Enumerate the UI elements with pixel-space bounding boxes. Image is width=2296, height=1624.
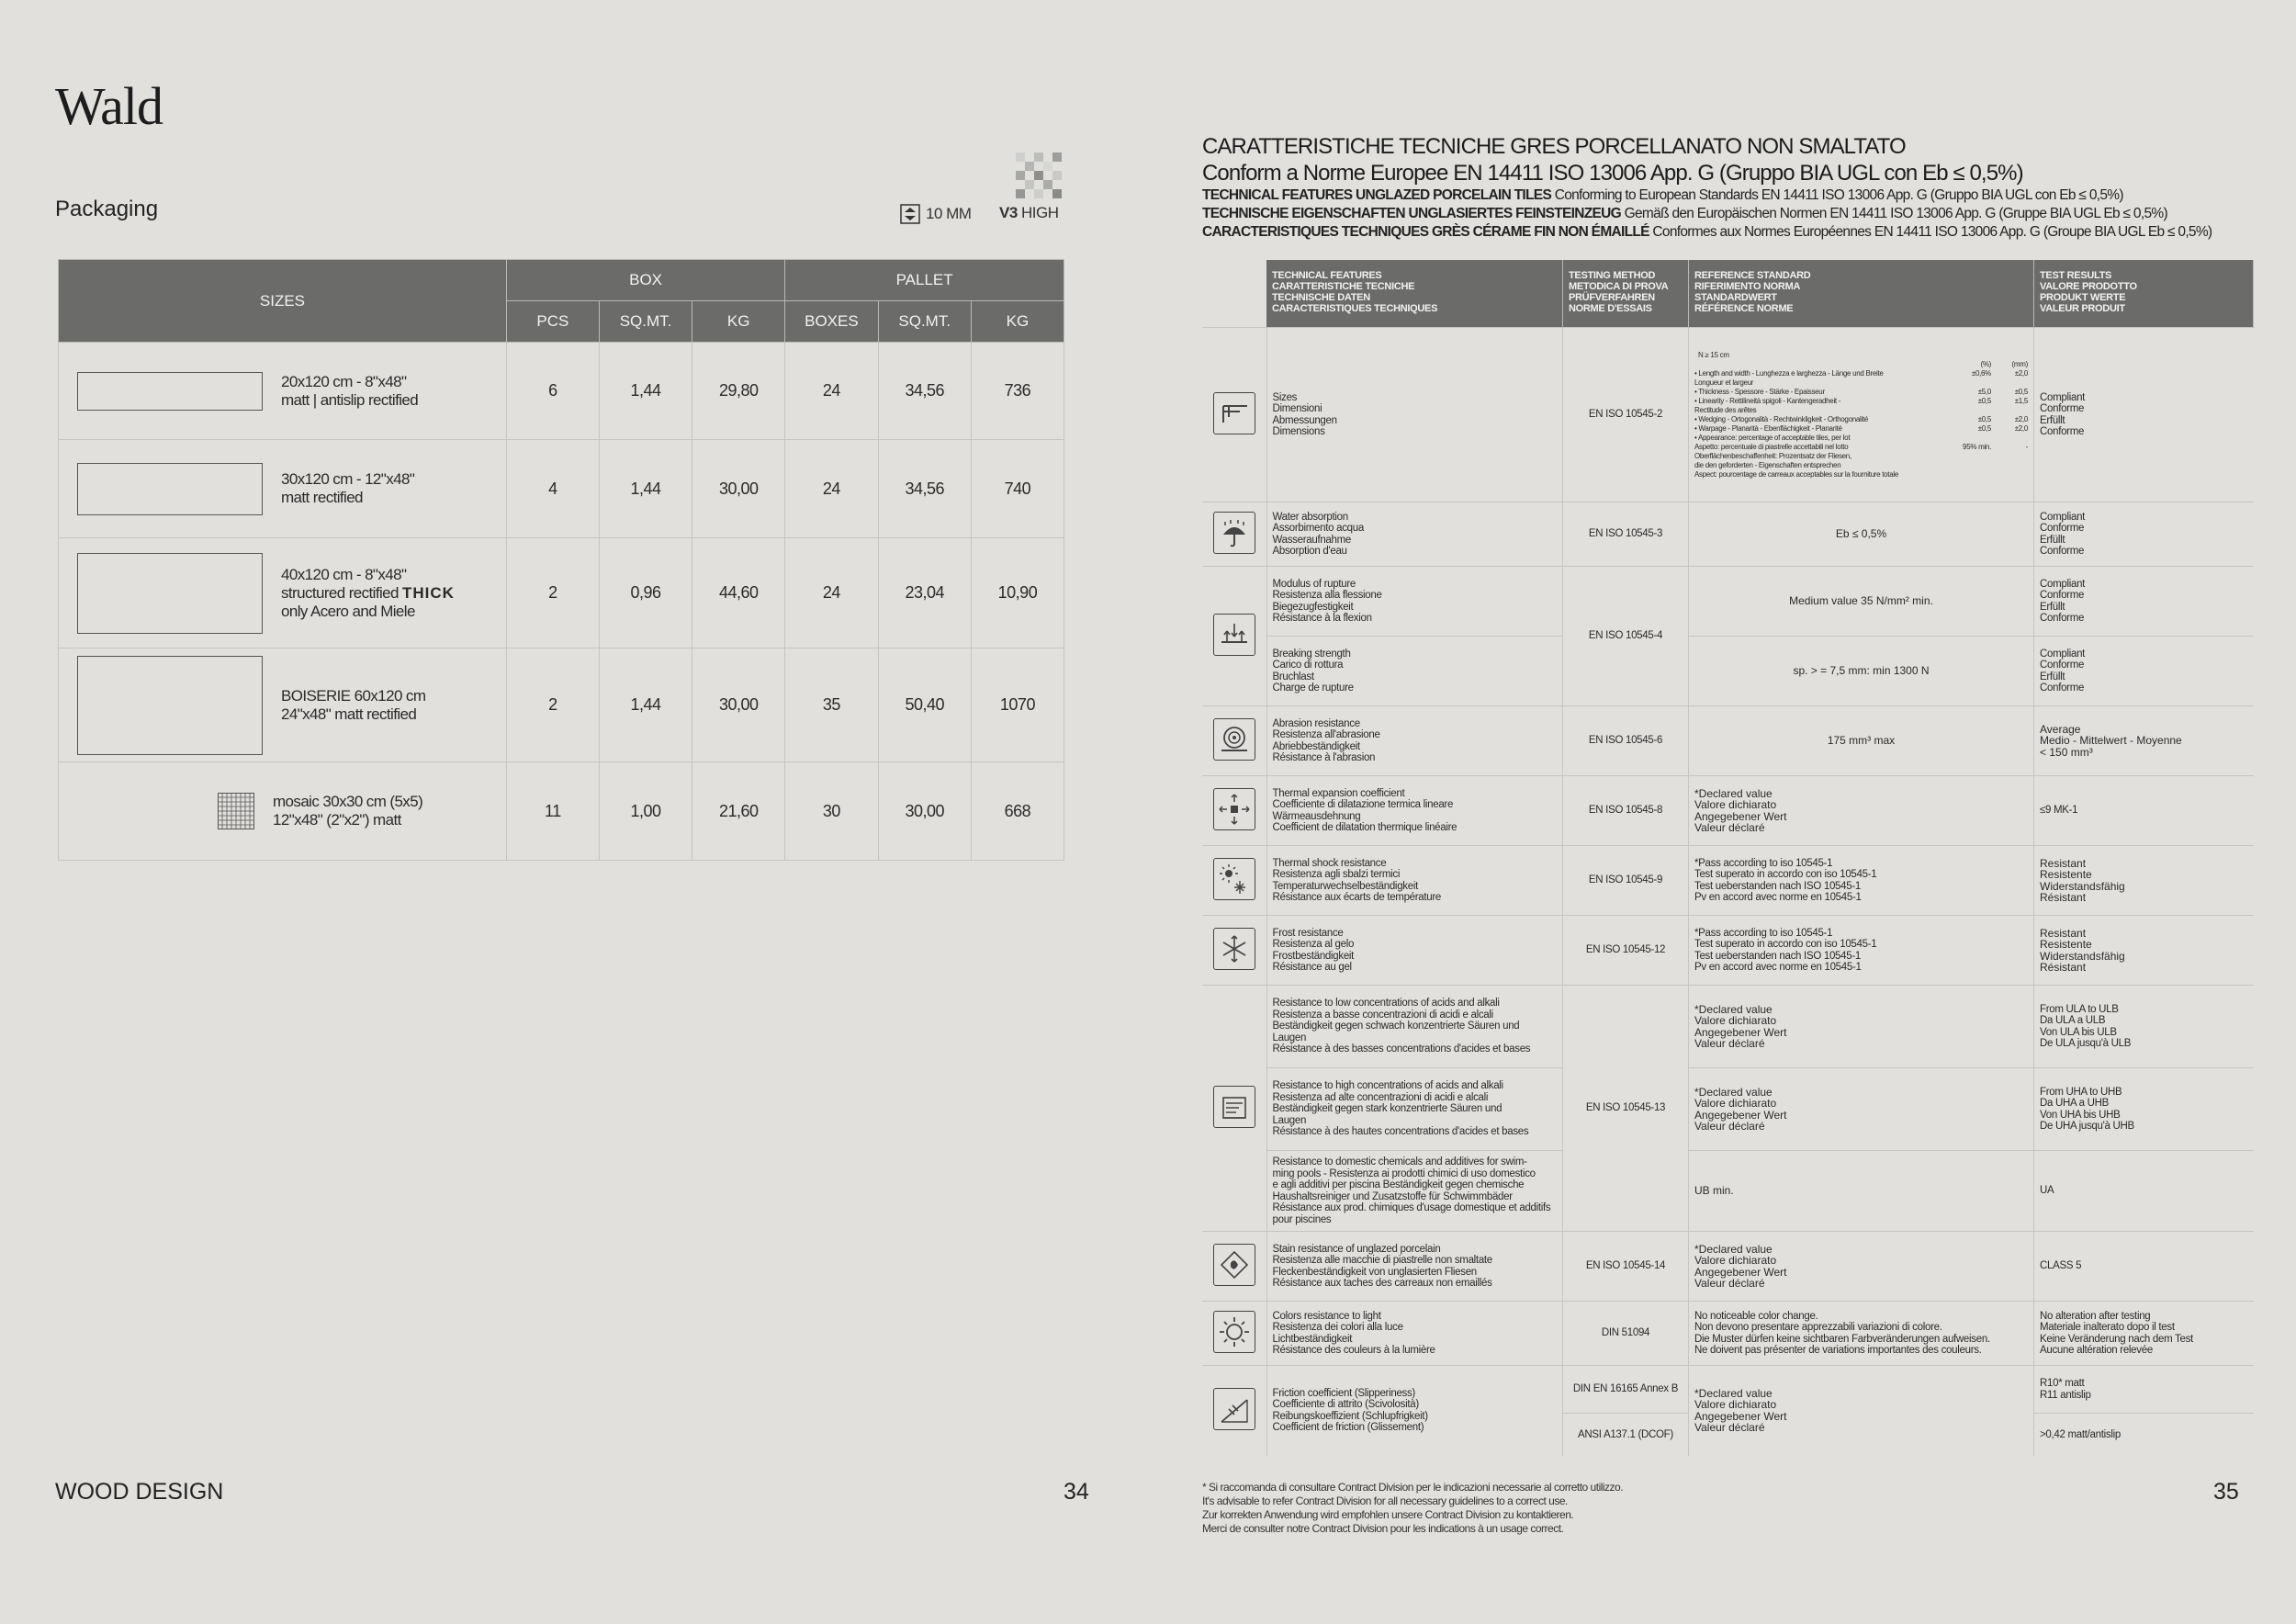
box-kg-cell: 30,00: [692, 648, 785, 762]
header-box-sqmt: SQ.MT.: [599, 301, 692, 343]
shade-variation: [999, 204, 1059, 222]
tile-size-swatch: [77, 656, 263, 755]
size-name: 30x120 cm - 12"x48": [281, 470, 415, 488]
header-box-kg: KG: [692, 301, 785, 343]
shade-variation-icon: [1016, 152, 1062, 198]
box-kg-cell: 21,60: [692, 762, 785, 861]
boxes-cell: 35: [785, 648, 878, 762]
box-sqmt-cell: 1,44: [599, 648, 692, 762]
pallet-sqmt-cell: 34,56: [878, 343, 971, 440]
tile-size-swatch: [77, 553, 263, 634]
feature-cell: Abrasion resistance Resistenza all'abrasione Abriebbeständigkeit Résistance à l'abrasion: [1266, 706, 1563, 776]
thermal-shock-icon: [1213, 858, 1255, 900]
pcs-cell: 6: [506, 343, 599, 440]
result-cell: >0,42 matt/antislip: [2034, 1414, 2254, 1456]
result-cell: Average Medio - Mittelwert - Moyenne < 150 mm³: [2034, 706, 2254, 776]
table-row: [1202, 706, 2254, 776]
method-cell: EN ISO 10545-3: [1563, 502, 1689, 567]
feature-cell: Resistance to high concentrations of acids and alkali Resistenza ad alte concentrazioni di acidi e alcali Beständigkeit gegen stark konzentrierte Säuren und Laugen Résistance à des hautes concentrations d'acides et bases: [1266, 1068, 1563, 1151]
size-finish: matt rectified: [281, 489, 363, 506]
result-cell: Compliant Conforme Erfüllt Conforme: [2034, 637, 2254, 706]
method-cell: EN ISO 10545-6: [1563, 706, 1689, 776]
result-cell: Resistant Resistente Widerstandsfähig Résistant: [2034, 846, 2254, 916]
table-row: [1202, 637, 2254, 706]
feature-cell: Modulus of rupture Resistenza alla flessione Biegezugfestigkeit Résistance à la flexion: [1266, 567, 1563, 637]
size-name: mosaic 30x30 cm (5x5): [273, 793, 423, 810]
pcs-cell: 11: [506, 762, 599, 861]
feature-cell: Resistance to domestic chemicals and additives for swim- ming pools - Resistenza ai prodotti chimici di uso domestico e agli additivi per piscina Beständigkeit gegen chemische Haushaltsreiniger und Zusatzstoffe für Schwimmbäder Résistance aux prod. chimiques d'usage domestique et additifs pour piscines: [1266, 1151, 1563, 1232]
size-finish: matt | antislip rectified: [281, 390, 419, 409]
reference-cell: No noticeable color change. Non devono presentare apprezzabili variazioni di colore. Die Muster dürfen keine sichtbaren Farbveränderungen aufweisen. Ne doivent pas présenter de variations importantes des couleurs.: [1689, 1302, 2034, 1366]
flexion-icon: [1213, 614, 1255, 656]
section-title: Packaging: [55, 197, 159, 221]
tile-size-swatch: [77, 372, 263, 411]
feature-cell: Resistance to low concentrations of acids and alkali Resistenza a basse concentrazioni di acidi e alcali Beständigkeit gegen schwach konzentrierte Säuren und Laugen Résistance à des basses concentrations d'acides et bases: [1266, 986, 1563, 1068]
thickness-icon: [900, 204, 920, 224]
heading-german: TECHNISCHE EIGENSCHAFTEN UNGLASIERTES FEINSTEINZEUG Gemäß den Europäischen Normen EN 14411 ISO 13006 App. G (Gruppe BIA UGL Eb ≤ 0,5%): [1202, 206, 2167, 221]
boxes-cell: 30: [785, 762, 878, 861]
header-pcs: PCS: [506, 301, 599, 343]
variation-code: V3: [999, 204, 1018, 221]
pallet-sqmt-cell: 23,04: [878, 538, 971, 648]
caliper-icon: [1213, 392, 1255, 434]
header-pallet-kg: KG: [971, 301, 1064, 343]
header-features: TECHNICAL FEATURES CARATTERISTICHE TECNICHE TECHNISCHE DATEN CARACTERISTIQUES TECHNIQUES: [1266, 260, 1563, 328]
feature-cell: Colors resistance to light Resistenza dei colori alla luce Lichtbeständigkeit Résistance des couleurs à la lumière: [1266, 1302, 1563, 1366]
result-cell: No alteration after testing Materiale inalterato dopo il test Keine Veränderung nach dem Test Aucune altération relevée: [2034, 1302, 2254, 1366]
header-results: TEST RESULTS VALORE PRODOTTO PRODUKT WERTE VALEUR PRODUIT: [2034, 260, 2254, 328]
table-row: [1202, 567, 2254, 637]
box-sqmt-cell: 1,44: [599, 440, 692, 538]
reference-cell: Eb ≤ 0,5%: [1689, 502, 2034, 567]
table-row: [59, 538, 1064, 648]
reference-cell: *Pass according to iso 10545-1 Test superato in accordo con iso 10545-1 Test ueberstanden nach ISO 10545-1 Pv en accord avec norme en 10545-1: [1689, 916, 2034, 986]
abrasion-icon: [1213, 718, 1255, 761]
size-finish: 24"x48" matt rectified: [281, 705, 417, 723]
result-cell: CLASS 5: [2034, 1232, 2254, 1302]
reference-cell: *Pass according to iso 10545-1 Test superato in accordo con iso 10545-1 Test ueberstanden nach ISO 10545-1 Pv en accord avec norme en 10545-1: [1689, 846, 2034, 916]
heading-conformity: Conform a Norme Europee EN 14411 ISO 13006 App. G (Gruppo BIA UGL con Eb ≤ 0,5%): [1202, 161, 2023, 186]
boxes-cell: 24: [785, 343, 878, 440]
reference-cell: *Declared value Valore dichiarato Angegebener Wert Valeur déclaré: [1689, 776, 2034, 846]
page-number-right: 35: [2213, 1479, 2239, 1505]
result-cell: ≤9 MK-1: [2034, 776, 2254, 846]
water-absorption-icon: [1213, 512, 1255, 554]
reference-cell: Medium value 35 N/mm² min.: [1689, 567, 2034, 637]
table-row: [1202, 1068, 2254, 1151]
header-sizes: SIZES: [59, 260, 507, 343]
chemical-resistance-icon: [1213, 1086, 1255, 1128]
table-row: [1202, 1151, 2254, 1232]
heading-french: CARACTERISTIQUES TECHNIQUES GRÈS CÉRAME FIN NON ÉMAILLÉ Conformes aux Normes Européennes EN 14411 ISO 13006 App. G (Groupe BIA UGL Eb ≤ 0,5%): [1202, 224, 2212, 240]
size-cell: [59, 648, 507, 762]
method-cell: DIN EN 16165 Annex B: [1563, 1366, 1689, 1414]
feature-cell: Water absorption Assorbimento acqua Wasseraufnahme Absorption d'eau: [1266, 502, 1563, 567]
reference-cell: sp. > = 7,5 mm: min 1300 N: [1689, 637, 2034, 706]
collection-title: Wald: [55, 76, 163, 136]
pallet-kg-cell: 668: [971, 762, 1064, 861]
method-cell: ANSI A137.1 (DCOF): [1563, 1414, 1689, 1456]
method-cell: EN ISO 10545-12: [1563, 916, 1689, 986]
feature-cell: Stain resistance of unglazed porcelain Resistenza alle macchie di piastrelle non smaltate Fleckenbeständigkeit von unglasierten Fliesen Résistance aux taches des carreaux non emaillés: [1266, 1232, 1563, 1302]
pallet-sqmt-cell: 30,00: [878, 762, 971, 861]
heading-italian: CARATTERISTICHE TECNICHE GRES PORCELLANATO NON SMALTATO: [1202, 134, 1906, 159]
feature-cell: Thermal expansion coefficient Coefficiente di dilatazione termica lineare Wärmeausdehnung Coefficient de dilatation thermique linéaire: [1266, 776, 1563, 846]
size-cell: [59, 440, 507, 538]
size-note: only Acero and Miele: [281, 602, 415, 620]
method-cell: EN ISO 10545-8: [1563, 776, 1689, 846]
pallet-sqmt-cell: 50,40: [878, 648, 971, 762]
size-finish: structured rectified: [281, 583, 399, 602]
table-row: [1202, 846, 2254, 916]
page-number: 34: [1064, 1479, 1089, 1505]
size-finish: 12"x48" (2"x2") matt: [273, 811, 401, 829]
result-cell: Resistant Resistente Widerstandsfähig Résistant: [2034, 916, 2254, 986]
thermal-expansion-icon: [1213, 788, 1255, 830]
table-row: [1202, 502, 2254, 567]
result-cell: Compliant Conforme Erfüllt Conforme: [2034, 328, 2254, 502]
method-cell: DIN 51094: [1563, 1302, 1689, 1366]
feature-cell: Frost resistance Resistenza al gelo Frostbeständigkeit Résistance au gel: [1266, 916, 1563, 986]
box-sqmt-cell: 0,96: [599, 538, 692, 648]
table-row: [59, 762, 1064, 861]
pcs-cell: 4: [506, 440, 599, 538]
header-box: BOX: [506, 260, 784, 301]
boxes-cell: 24: [785, 440, 878, 538]
thickness-indicator: [900, 204, 971, 224]
table-row: [59, 343, 1064, 440]
table-row: [59, 440, 1064, 538]
size-name: BOISERIE 60x120 cm: [281, 686, 426, 705]
sun-light-icon: [1213, 1311, 1255, 1353]
header-pallet: PALLET: [785, 260, 1064, 301]
technical-heading: [1202, 133, 2286, 242]
packaging-table: [58, 259, 1064, 861]
size-cell: [59, 343, 507, 440]
size-cell: [59, 762, 507, 861]
table-row: [1202, 986, 2254, 1068]
box-kg-cell: 29,80: [692, 343, 785, 440]
box-kg-cell: 44,60: [692, 538, 785, 648]
method-cell: EN ISO 10545-2: [1563, 328, 1689, 502]
result-cell: Compliant Conforme Erfüllt Conforme: [2034, 502, 2254, 567]
table-row: [1202, 328, 2254, 502]
frost-snowflake-icon: [1213, 928, 1255, 970]
table-row: [1202, 1302, 2254, 1366]
tolerance-cell: N ≥ 15 cm (%) (mm) • Length and width - Lunghezza e larghezza - Länge und Breite ±0,6% ±2,0 Longueur et largeur • Thickness - Spessore - Stärke - Epaisseur ±5,0 ±0,5 • Linearity - Rettilineità spigoli - Kantengeradheit - ±0,5 ±1,5 Rectitude des arêtes • Wedging - Ortogonalità - Rechtwinkligkeit - Orthogonalité ±0,5 ±2,0 • Warpage - Planarità - Ebenflächigkeit - Planarité ±0,5 ±2,0 • Appearance: percentage of acceptable tiles, per lot Aspetto: percentuale di piastrelle accettabili nel lotto 95% min. - Oberflächenbeschaffenheit: Prozentsatz der Fliesen, die den geforderten - Eigenschaften entsprechen Aspect: pourcentage de carreaux acceptables sur la fourniture totale: [1689, 328, 2034, 502]
feature-cell: Sizes Dimensioni Abmessungen Dimensions: [1266, 328, 1563, 502]
slip-resistance-icon: [1213, 1388, 1255, 1430]
feature-cell: Breaking strength Carico di rottura Bruchlast Charge de rupture: [1266, 637, 1563, 706]
feature-cell: Friction coefficient (Slipperiness) Coefficiente di attrito (Scivolosità) Reibungskoeffizient (Schlupfrigkeit) Coefficient de friction (Glissement): [1266, 1366, 1563, 1456]
tile-size-swatch: [77, 463, 263, 515]
method-cell: EN ISO 10545-4: [1563, 567, 1689, 706]
pallet-kg-cell: 1070: [971, 648, 1064, 762]
method-cell: EN ISO 10545-14: [1563, 1232, 1689, 1302]
size-cell: [59, 538, 507, 648]
size-name: 40x120 cm - 8"x48": [281, 565, 407, 583]
table-row: [1202, 916, 2254, 986]
box-sqmt-cell: 1,00: [599, 762, 692, 861]
result-cell: R10* matt R11 antislip: [2034, 1366, 2254, 1414]
pallet-kg-cell: 740: [971, 440, 1064, 538]
footer-brand: WOOD DESIGN: [55, 1479, 224, 1505]
footnote: * Si raccomanda di consultare Contract Division per le indicazioni necessarie al corretto utilizzo. It's advisable to refer Contract Division for all necessary guidelines to a correct use. Zur korrekten Anwendung wird empfohlen unsere Contract Division zu kontaktieren. Merci de consulter notre Contract Division pour les indications à un usage correct.: [1202, 1481, 1624, 1535]
header-reference: REFERENCE STANDARD RIFERIMENTO NORMA STANDARDWERT RÉFÉRENCE NORME: [1689, 260, 2034, 328]
result-cell: UA: [2034, 1151, 2254, 1232]
pallet-sqmt-cell: 34,56: [878, 440, 971, 538]
thick-logo: THICK: [401, 583, 455, 602]
variation-label: HIGH: [1021, 204, 1059, 221]
header-pallet-sqmt: SQ.MT.: [878, 301, 971, 343]
reference-cell: *Declared value Valore dichiarato Angegebener Wert Valeur déclaré: [1689, 1232, 2034, 1302]
table-row: [59, 648, 1064, 762]
technical-features-table: [1202, 260, 2254, 1456]
box-kg-cell: 30,00: [692, 440, 785, 538]
method-cell: EN ISO 10545-13: [1563, 986, 1689, 1232]
reference-cell: *Declared value Valore dichiarato Angegebener Wert Valeur déclaré: [1689, 1366, 2034, 1456]
mosaic-grid-icon: [218, 793, 254, 829]
table-row: [1202, 776, 2254, 846]
header-boxes: BOXES: [785, 301, 878, 343]
pcs-cell: 2: [506, 648, 599, 762]
result-cell: Compliant Conforme Erfüllt Conforme: [2034, 567, 2254, 637]
pallet-kg-cell: 10,90: [971, 538, 1064, 648]
box-sqmt-cell: 1,44: [599, 343, 692, 440]
result-cell: From ULA to ULB Da ULA a ULB Von ULA bis ULB De ULA jusqu'à ULB: [2034, 986, 2254, 1068]
thickness-value: 10 MM: [926, 205, 972, 222]
table-row: [1202, 1232, 2254, 1302]
heading-english: TECHNICAL FEATURES UNGLAZED PORCELAIN TILES Conforming to European Standards EN 14411 ISO 13006 App. G (Gruppo BIA UGL con Eb ≤ 0,5%): [1202, 187, 2123, 203]
pallet-kg-cell: 736: [971, 343, 1064, 440]
table-row: [1202, 1366, 2254, 1414]
reference-cell: 175 mm³ max: [1689, 706, 2034, 776]
pcs-cell: 2: [506, 538, 599, 648]
size-name: 20x120 cm - 8"x48": [281, 372, 407, 390]
stain-resistance-icon: [1213, 1244, 1255, 1286]
result-cell: From UHA to UHB Da UHA a UHB Von UHA bis UHB De UHA jusqu'à UHB: [2034, 1068, 2254, 1151]
boxes-cell: 24: [785, 538, 878, 648]
reference-cell: UB min.: [1689, 1151, 2034, 1232]
header-method: TESTING METHOD METODICA DI PROVA PRÜFVERFAHREN NORME D'ESSAIS: [1563, 260, 1689, 328]
feature-cell: Thermal shock resistance Resistenza agli sbalzi termici Temperaturwechselbeständigkeit Résistance aux écarts de température: [1266, 846, 1563, 916]
reference-cell: *Declared value Valore dichiarato Angegebener Wert Valeur déclaré: [1689, 1068, 2034, 1151]
reference-cell: *Declared value Valore dichiarato Angegebener Wert Valeur déclaré: [1689, 986, 2034, 1068]
method-cell: EN ISO 10545-9: [1563, 846, 1689, 916]
